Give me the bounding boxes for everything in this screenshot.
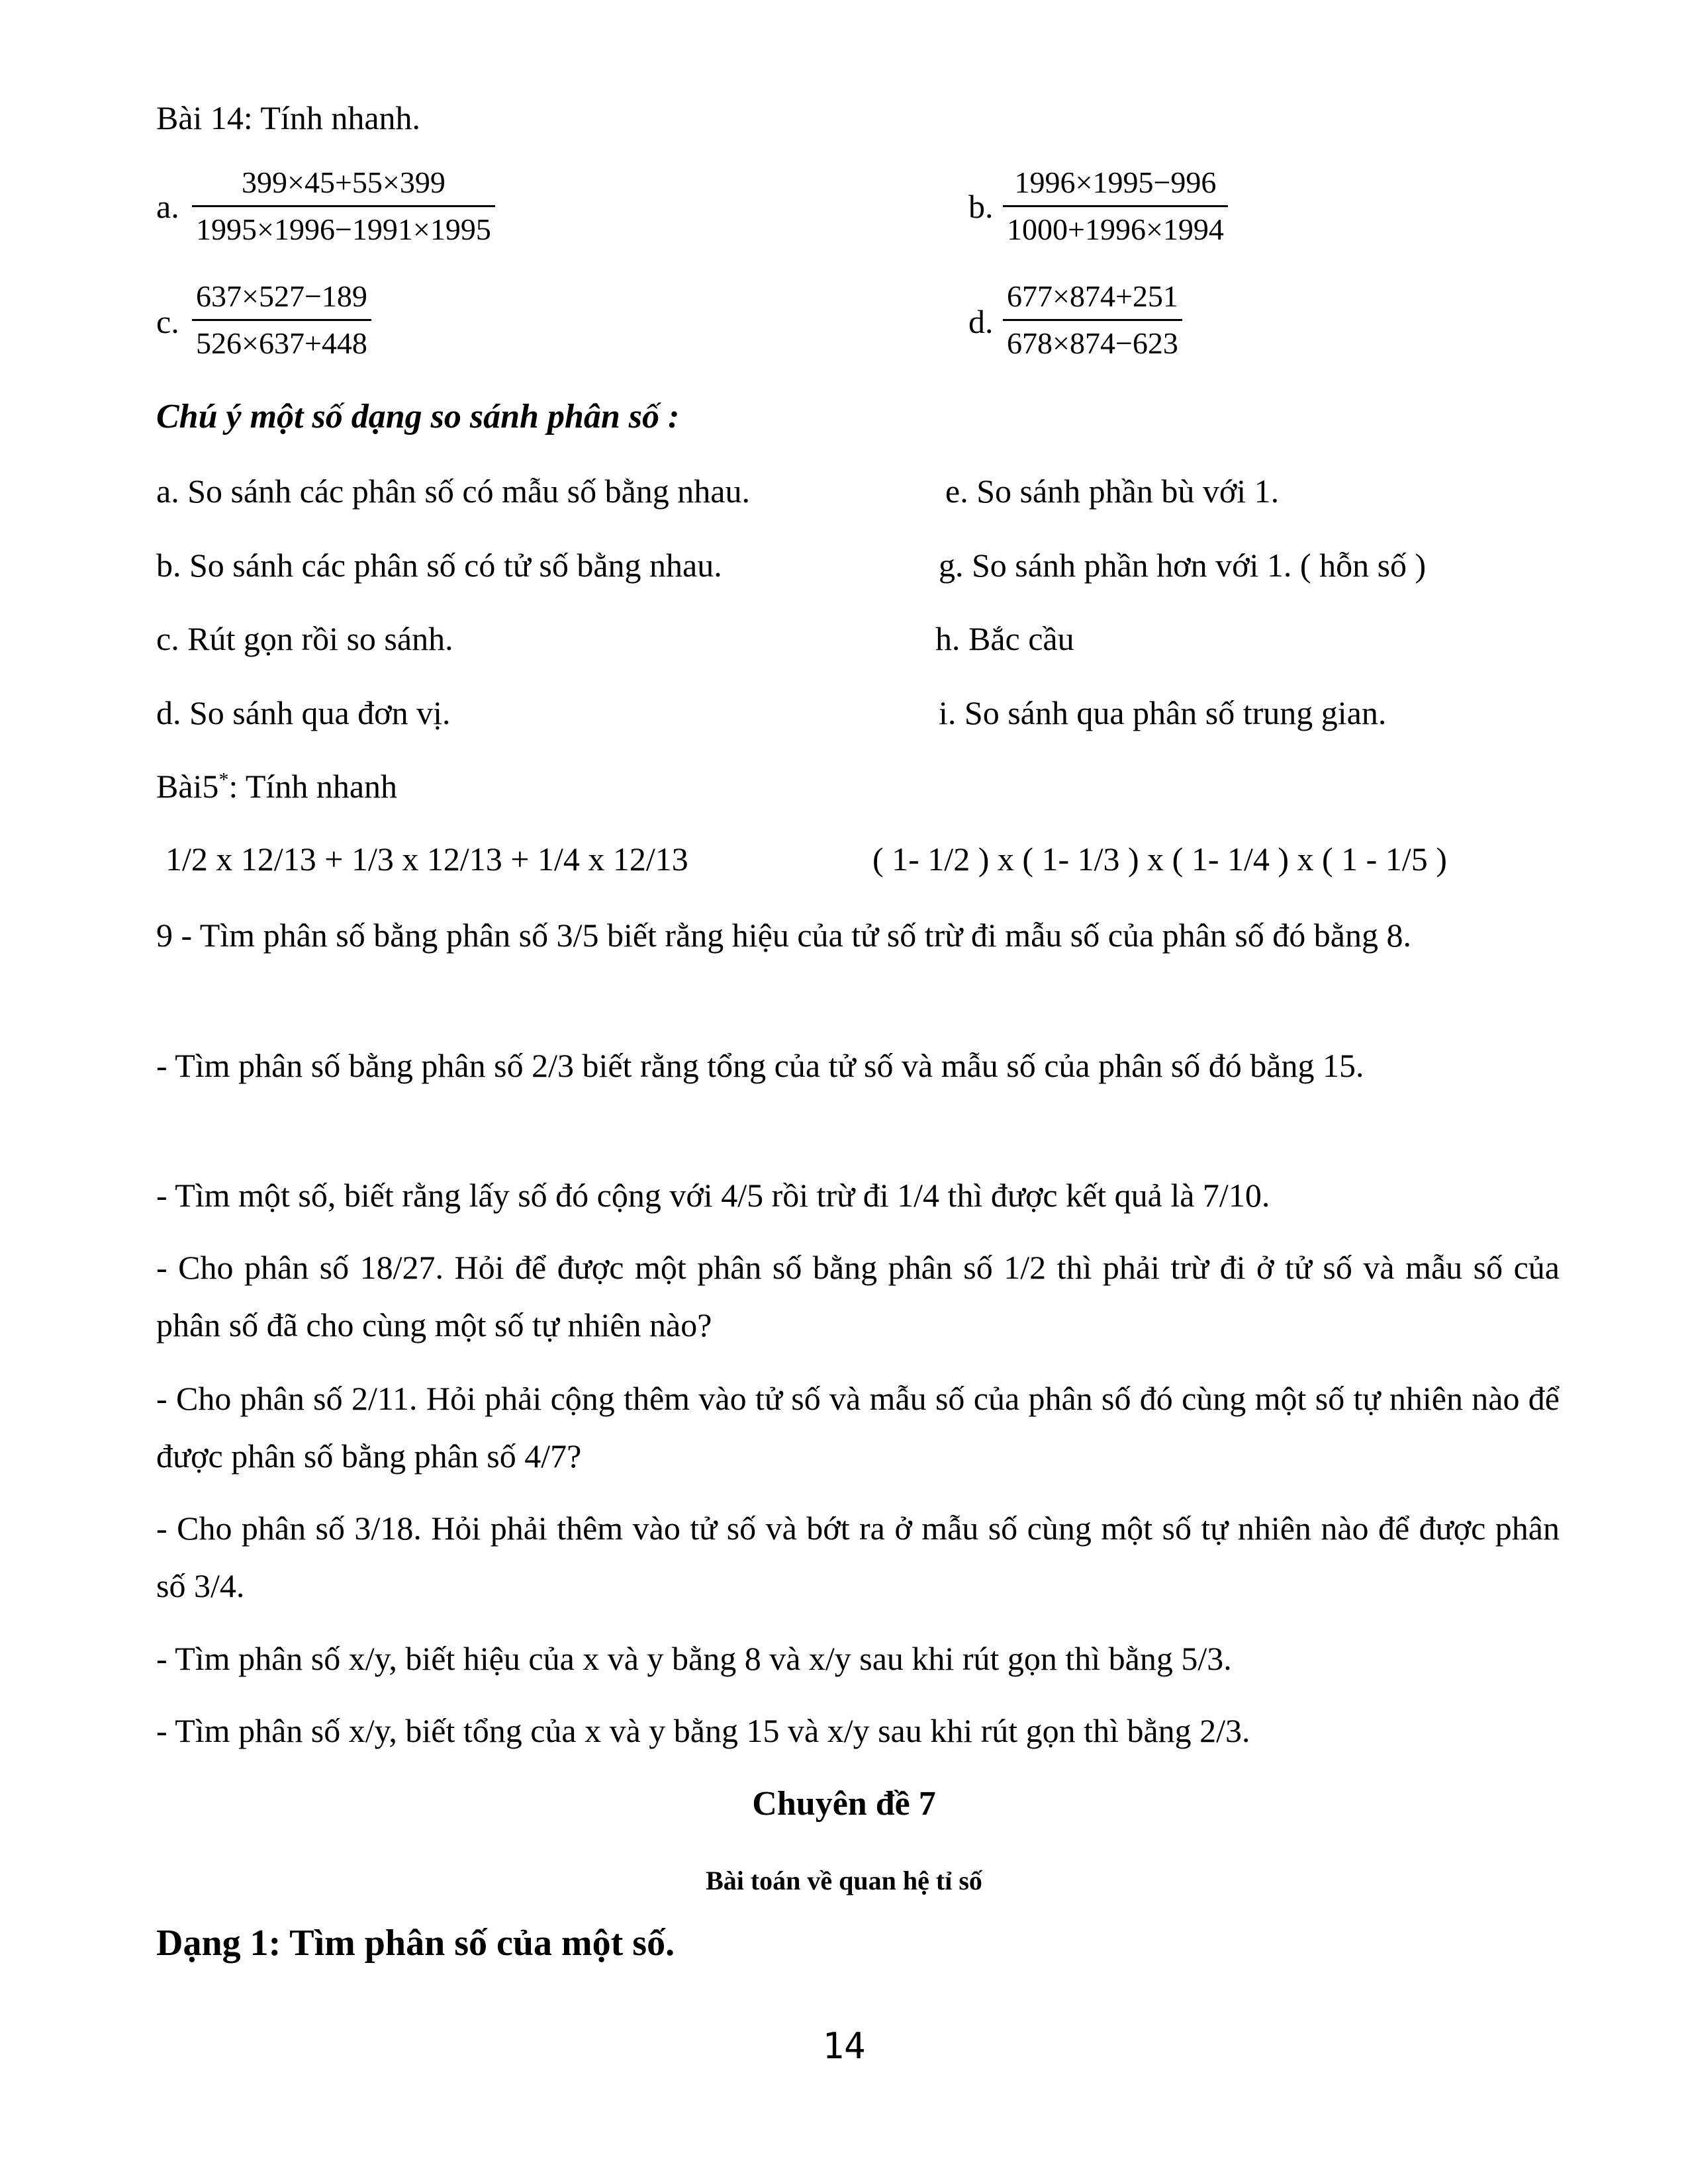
bai14-d-numerator: 677×874+251 [1007, 279, 1178, 313]
bai14-title: Bài 14: Tính nhanh. [156, 99, 421, 136]
bai14-b-numerator: 1996×1995−996 [1014, 165, 1217, 199]
chu-y-item-h: h. Bắc cầu [935, 620, 1074, 657]
bai14-c-denominator: 526×637+448 [196, 326, 367, 360]
chu-y-item-a: a. So sánh các phân số có mẫu số bằng nhau. [156, 473, 750, 510]
bai14-a-fraction [192, 164, 495, 248]
bai5-expression-right: ( 1- 1/2 ) x ( 1- 1/3 ) x ( 1- 1/4 ) x ( 1 - 1/5 ) [872, 841, 1447, 878]
bai5-expression-left: 1/2 x 12/13 + 1/3 x 12/13 + 1/4 x 12/13 [165, 841, 688, 878]
chu-y-item-e: e. So sánh phần bù với 1. [945, 473, 1280, 510]
chu-y-item-g: g. So sánh phần hơn với 1. ( hỗn số ) [939, 547, 1427, 584]
bai14-d-label: d. [968, 303, 994, 340]
problem-item: - Tìm phân số x/y, biết tổng của x và y bằng 15 và x/y sau khi rút gọn thì bằng 2/3. [156, 1712, 1250, 1749]
chuyen-de-title: Chuyên đề 7 [752, 1785, 936, 1823]
bai5-title-sup: * [218, 768, 229, 791]
problem-9: 9 - Tìm phân số bằng phân số 3/5 biết rằng hiệu của tử số trừ đi mẫu số của phân số đó bằng 8. [156, 917, 1411, 954]
problem-item: - Cho phân số 18/27. Hỏi để được một phân số bằng phân số 1/2 thì phải trừ đi ở tử số và mẫu số của phân số đã cho cùng một số tự nhiên nào? [156, 1249, 1560, 1343]
bai5-title-prefix: Bài5 [156, 768, 219, 805]
bai14-a-denominator: 1995×1996−1991×1995 [196, 212, 491, 246]
dang1-heading: Dạng 1: Tìm phân số của một số. [156, 1923, 675, 1964]
problem-item: - Tìm phân số bằng phân số 2/3 biết rằng tổng của tử số và mẫu số của phân số đó bằng 15. [156, 1047, 1364, 1084]
chu-y-item-i: i. So sánh qua phân số trung gian. [939, 694, 1387, 731]
bai5-title-suffix: : Tính nhanh [228, 768, 398, 805]
bai14-b-denominator: 1000+1996×1994 [1007, 212, 1224, 246]
bai14-a-numerator: 399×45+55×399 [242, 165, 445, 199]
bai14-d-denominator: 678×874−623 [1007, 326, 1178, 360]
chu-y-heading: Chú ý một số dạng so sánh phân số : [156, 398, 680, 435]
problem-item: - Cho phân số 3/18. Hỏi phải thêm vào tử số và bớt ra ở mẫu số cùng một số tự nhiên nào để được phân số 3/4. [156, 1510, 1560, 1604]
problem-item: - Tìm một số, biết rằng lấy số đó cộng với 4/5 rồi trừ đi 1/4 thì được kết quả là 7/10. [156, 1177, 1270, 1214]
bai5-title [156, 766, 397, 806]
bai14-d-fraction [1003, 278, 1182, 362]
problem-item: - Tìm phân số x/y, biết hiệu của x và y bằng 8 và x/y sau khi rút gọn thì bằng 5/3. [156, 1640, 1232, 1677]
bai14-c-numerator: 637×527−189 [196, 279, 367, 313]
problem-item: - Cho phân số 2/11. Hỏi phải cộng thêm vào tử số và mẫu số của phân số đó cùng một số tự nhiên nào để được phân số bằng phân số 4/7? [156, 1380, 1560, 1475]
page-number: 14 [822, 2025, 866, 2067]
bai14-c-label: c. [156, 303, 179, 340]
bai14-c-fraction [192, 278, 371, 362]
bai14-a-label: a. [156, 188, 179, 225]
chu-y-item-b: b. So sánh các phân số có tử số bằng nhau. [156, 547, 722, 584]
bai14-b-label: b. [968, 188, 994, 225]
chu-y-item-d: d. So sánh qua đơn vị. [156, 694, 451, 731]
bai14-b-fraction [1003, 164, 1228, 248]
chu-y-item-c: c. Rút gọn rồi so sánh. [156, 620, 453, 657]
chuyen-de-subtitle: Bài toán về quan hệ tỉ số [706, 1866, 982, 1895]
